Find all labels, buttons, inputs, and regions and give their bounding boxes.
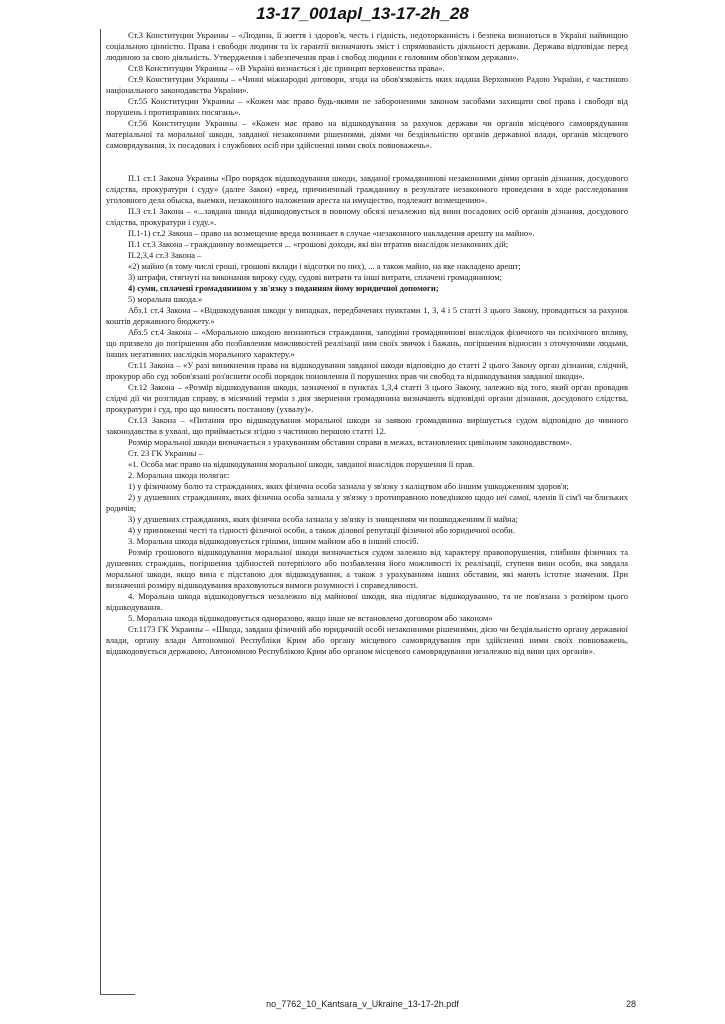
paragraph-law-p1-art1: П.1 ст.1 Закона Украины «Про порядок відшкодування шкоди, завданої громадянинові незаконними діями органів дізнання, досудового слідства, прокуратури і суду» (далее Закон) «вред, причиненный гражданину в результате незаконного проведения в ходе расследования уголовного дела обыска, выемки, незаконного наложения ареста на имущество, подлежит возмещению». bbox=[106, 173, 628, 205]
paragraph-law-abz1-art4: Абз.1 ст.4 Закона – «Відшкодування шкоди у випадках, передбачених пунктами 1, 3, 4 і 5 статті 3 цього Закону, провадиться за рахунок коштів державного бюджету.» bbox=[106, 305, 628, 326]
footer-filename: no_7762_10_Kantsara_v_Ukraine_13-17-2h.pdf bbox=[266, 999, 459, 1009]
paragraph-gk-art1173: Ст.1173 ГК Украины – «Шкода, завдана фізичній або юридичній особі незаконними рішеннями, дією чи бездіяльністю органу державної влади, органу влади Автономної Республіки Крим або органу місцевого самоврядування при здійсненні ними своїх повноважень, відшкодовується державою, Автономною Республікою Крим або органом місцевого самоврядування незалежно від вини цих органів». bbox=[106, 624, 628, 656]
paragraph-gk-art23-size: Розмір грошового відшкодування моральної шкоди визначається судом залежно від характеру правопорушення, глибини фізичних та душевних страждань, погіршення здібностей потерпілого або позбавлення його можливості їх реалізації, ступеня вини особи, яка завдала моральної шкоди, якщо вина є підставою для відшкодування, а також з урахуванням інших обставин, які мають істотне значення. При визначенні розміру відшкодування враховуються вимоги розумності і справедливості. bbox=[106, 547, 628, 590]
footer-page-number: 28 bbox=[626, 999, 637, 1009]
page-header-title: 13-17_001apl_13-17-2h_28 bbox=[256, 4, 469, 23]
paragraph-law-item2: «2) майно (в тому числі гроші, грошові вклади і відсотки по них), ... а також майно, на яке накладено арешт; bbox=[128, 261, 521, 271]
paragraph-law-p234-art3: П.2,3,4 ст.3 Закона – bbox=[128, 250, 202, 260]
paragraph-const-art9: Ст.9 Конституции Украины – «Чинні міжнародні договори, згода на обов'язковість яких надана Верховною Радою України, є частиною національного законодавства України». bbox=[106, 74, 628, 95]
paragraph-const-art8: Ст.8 Конституции Украины – «В Україні визнається і діє принцип верховенства права». bbox=[128, 63, 445, 73]
paragraph-gk-art23-p2-4: 4) у приниженні честі та гідності фізичної особи, а також ділової репутації фізичної або юридичної особи. bbox=[128, 525, 515, 535]
paragraph-const-art56: Ст.56 Конституции Украины – «Кожен має право на відшкодування за рахунок держави чи органів місцевого самоврядування матеріальної та моральної шкоди, завданої незаконними рішеннями, діями чи бездіяльністю органів державної влади, органів місцевого самоврядування, їх посадових і службових осіб при здійсненні ними своїх повноважень». bbox=[106, 118, 628, 150]
paragraph-law-p1-art3: П.1 ст.3 Закона – гражданину возмещается ... «грошові доходи, які він втратив внаслідок незаконних дій; bbox=[128, 239, 509, 249]
paragraph-gk-art23-title: Ст. 23 ГК Украины – bbox=[128, 448, 203, 458]
paragraph-gk-art23-p1: «1. Особа має право на відшкодування моральної шкоди, завданої внаслідок порушення її прав. bbox=[128, 459, 475, 469]
document-body bbox=[106, 30, 628, 657]
paragraph-law-art13: Ст.13 Закона – «Питання про відшкодування моральної шкоди за заявою громадянина вирішується судом відповідно до чинного законодавства в ухвалі, що приймається згідно з частиною першою статті 12. bbox=[106, 415, 628, 436]
paragraph-gk-art23-p2: 2. Моральна шкода полягає: bbox=[128, 470, 230, 480]
paragraph-law-p1-1-art2: П.1-1) ст.2 Закона – право на возмещение вреда возникает в случае «незаконного накладення арешту на майно». bbox=[128, 228, 535, 238]
paragraph-gk-art23-p2-1: 1) у фізичному болю та стражданнях, яких фізична особа зазнала у зв'язку з каліцтвом або іншим ушкодженням здоров'я; bbox=[128, 481, 569, 491]
paragraph-const-art3: Ст.3 Конституции Украины – «Людина, її життя і здоров'я, честь і гідність, недоторканність і безпека визнаються в Україні найвищою соціальною цінністю. Права і свободи людини та їх гарантії визначають зміст і спрямованість діяльності держави. Держава відповідає перед людиною за свою діяльність. Утвердження і забезпечення прав і свобод людини є головним обов'язком держави». bbox=[106, 30, 628, 62]
paragraph-law-p3-art1: П.3 ст.1 Закона – «...завдана шкода відшкодовується в повному обсязі незалежно від вини посадових осіб органів дізнання, досудового слідства, прокуратури і суду.». bbox=[106, 206, 628, 227]
paragraph-law-abz5-art4: Абз.5 ст.4 Закона – «Моральною шкодою визнаються страждання, заподіяні громадянинові внаслідок фізичного чи психічного впливу, що призвело до погіршення або позбавлення можливостей реалізації ним своїх звичок і бажань, погіршення відносин з оточуючими людьми, інших негативних наслідків морального характеру.» bbox=[106, 327, 628, 359]
paragraph-law-art13-size: Розмір моральної шкоди визначається з урахуванням обставин справи в межах, встановлених цивільним законодавством». bbox=[128, 437, 572, 447]
paragraph-law-item3: 3) штрафи, стягнуті на виконання вироку суду, судові витрати та інші витрати, сплачені громадянином; bbox=[128, 272, 502, 282]
paragraph-gk-art23-p2-2: 2) у душевних стражданнях, яких фізична особа зазнала у зв'язку з протиправною поведінкою щодо неї самої, членів її сім'ї чи близьких родичів; bbox=[106, 492, 628, 513]
paragraph-gk-art23-p5: 5. Моральна шкода відшкодовується одноразово, якщо інше не встановлено договором або законом» bbox=[128, 613, 493, 623]
paragraph-const-art55: Ст.55 Конституции Украины – «Кожен має право будь-якими не забороненими законом засобами захищати свої права і свободи від порушень і протиправних посягань». bbox=[106, 96, 628, 117]
paragraph-gk-art23-p2-3: 3) у душевних стражданнях, яких фізична особа зазнала у зв'язку із знищенням чи пошкодженням її майна; bbox=[128, 514, 518, 524]
paragraph-law-art12: Ст.12 Закона – «Розмір відшкодування шкоди, зазначеної в пунктах 1,3,4 статті 3 цього Закону, залежно від того, який орган провадив слідчі дії чи розглядав справу, в місячний термін з дня звернення громадянина визначають відповідні органи дізнання, досудового слідства, прокуратури і суд, про що виносять постанову (ухвалу)». bbox=[106, 382, 628, 414]
paragraph-gk-art23-p4: 4. Моральна шкода відшкодовується незалежно від майнової шкоди, яка підлягає відшкодуванню, та не пов'язана з розміром цього відшкодування. bbox=[106, 591, 628, 612]
paragraph-law-art11: Ст.11 Закона – «У разі виникнення права на відшкодування завданої шкоди відповідно до статті 2 цього Закону орган дізнання, слідчий, прокурор або суд зобов'язані роз'яснити особі порядок поновлення її порушених прав чи свобод та відшкодування завданої шкоди». bbox=[106, 360, 628, 381]
paragraph-law-item5: 5) моральна шкода.» bbox=[128, 294, 203, 304]
paragraph-gk-art23-p3: 3. Моральна шкода відшкодовується грішми, іншим майном або в інший спосіб. bbox=[128, 536, 419, 546]
paragraph-law-item4: 4) суми, сплачені громадянином у зв'язку з поданням йому юридичної допомоги; bbox=[128, 283, 439, 293]
